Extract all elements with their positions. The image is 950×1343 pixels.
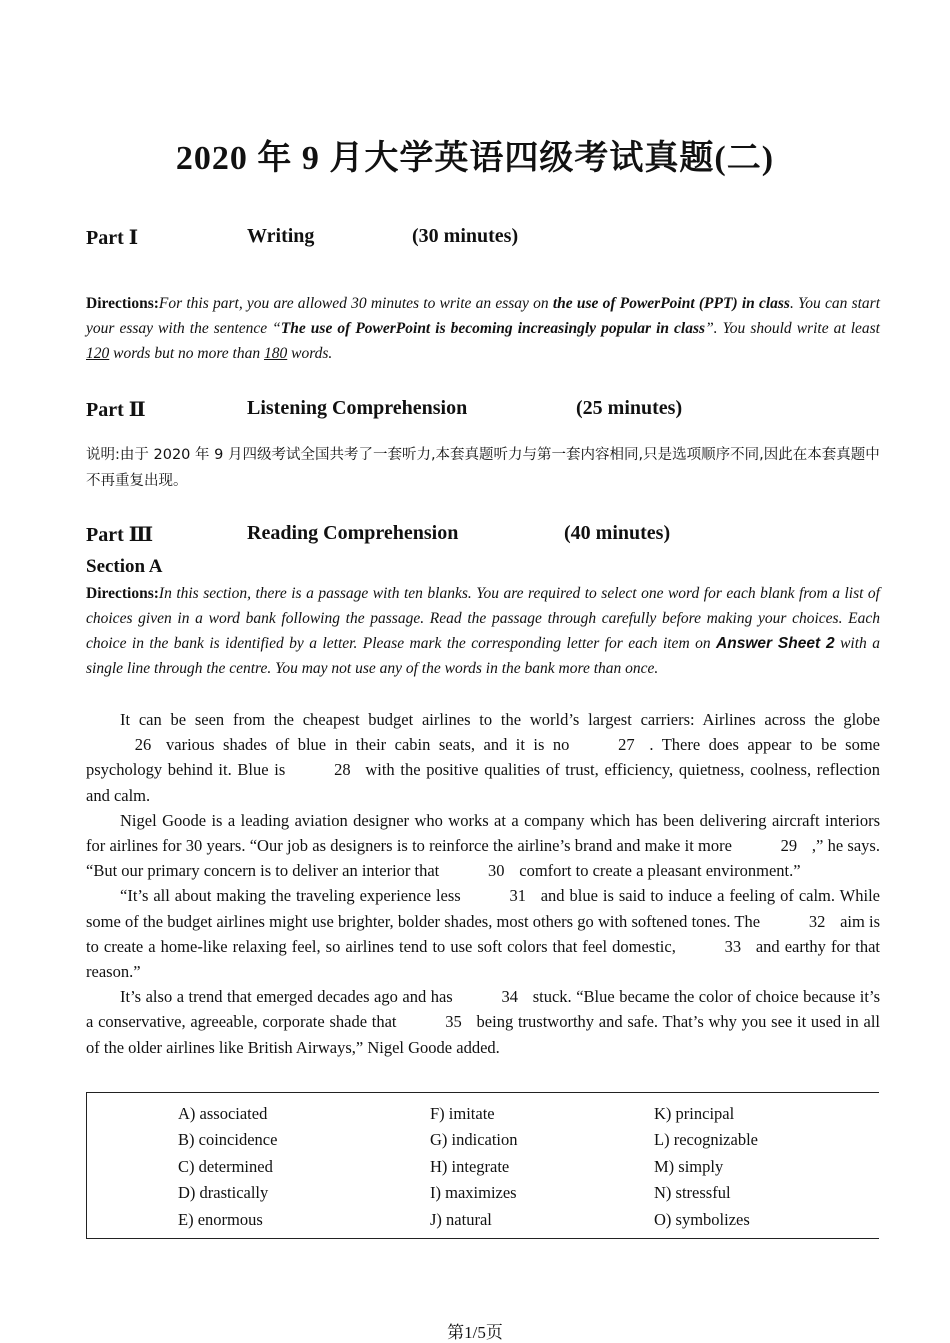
page-title: 2020 年 9 月大学英语四级考试真题(二) [175,140,775,177]
blank-30: 30 [488,861,505,881]
part-1-name: Writing [247,225,315,247]
passage-text: and blue is said to induce a feeling of calm. While some of the budget airlines might use brighter, bolder shades, most others go with softened tones. The [86,886,880,931]
part-3-name: Reading Comprehension [247,522,459,544]
passage-text: It’s also a trend that emerged decades ago and has [120,987,453,1007]
directions-text: In this section, there is a passage with ten blanks. You are required to select one word for each blank from a list of choices given in a word bank following the passage. Read the passage through carefully before making your choices. Each choice in the bank is identified by a letter. Please mark the corresponding letter for each item on [86,585,880,652]
passage-paragraph-3 [86,883,880,984]
blank-34: 34 [501,987,518,1007]
blank-35: 35 [445,1012,462,1032]
directions-text: words but no more than [109,345,264,362]
word-option: O) symbolizes [654,1209,750,1229]
part-1-number: Part Ⅰ [86,227,139,249]
passage-text: with the positive qualities of trust, efficiency, quietness, coolness, reflection and calm. [86,760,880,805]
passage-paragraph-1 [86,707,880,808]
word-option: I) maximizes [430,1183,517,1203]
part-3-number: Part Ⅲ [86,524,154,546]
word-option: M) simply [654,1156,724,1176]
blank-31: 31 [509,886,526,906]
passage-text: various shades of blue in their cabin seats, and it is no [166,735,570,755]
passage-text: being trustworthy and safe. That’s why you see it used in all of the older airlines like British Airways,” Nigel Goode added. [86,1012,880,1057]
word-bank [86,1092,879,1239]
writing-directions [86,291,880,366]
part-3-time: (40 minutes) [564,522,671,544]
directions-text: words. [287,345,333,362]
blank-29: 29 [780,836,798,856]
section-a-directions [86,581,880,681]
word-bank-column-2 [430,1101,518,1233]
blank-26: 26 [134,735,152,755]
passage-text: “It’s all about making the traveling experience less [120,886,461,906]
listening-note: 说明:由于 2020 年 9 月四级考试全国共考了一套听力,本套真题听力与第一套内容相同,只是选项顺序不同,因此在本套真题中不再重复出现。 [86,447,880,489]
page-number: 第1/5页 [447,1323,503,1342]
directions-text: For this part, you are allowed 30 minutes to write an essay on [158,295,553,312]
word-option: N) stressful [654,1183,731,1203]
word-option: C) determined [178,1156,273,1176]
min-words: 120 [86,345,110,362]
opening-sentence: The use of PowerPoint is becoming increasingly popular in class [280,320,706,337]
passage-paragraph-2 [86,808,880,884]
part-1-time: (30 minutes) [412,225,519,247]
word-option: J) natural [430,1209,492,1229]
word-option: G) indication [430,1130,518,1150]
reading-passage [86,707,880,1060]
directions-text: ”. You should write at least [705,320,880,337]
passage-text: Nigel Goode is a leading aviation designer who works at a company which has been delivering aircraft interiors for airlines for 30 years. “Our job as designers is to reinforce the airline’s brand and make it more [86,810,880,856]
essay-topic: the use of PowerPoint (PPT) in class [552,295,790,312]
word-option: E) enormous [178,1209,263,1229]
passage-paragraph-4 [86,984,880,1060]
word-option: B) coincidence [178,1130,278,1150]
blank-28: 28 [334,760,351,780]
word-option: L) recognizable [654,1130,758,1150]
directions-label: Directions: [86,585,159,602]
directions-text: . You can start your essay with the sentence “ [86,295,880,337]
directions-text: with a single line through the centre. You may not use any of the words in the bank more than once. [86,635,880,677]
word-bank-column-1 [178,1101,277,1233]
word-option: H) integrate [430,1156,510,1176]
part-2-time: (25 minutes) [576,397,683,419]
blank-27: 27 [618,735,635,755]
word-option: A) associated [178,1104,268,1123]
part-2-name: Listening Comprehension [247,397,468,419]
passage-text: It can be seen from the cheapest budget airlines to the world’s largest carriers: Airlines across the globe [120,710,880,729]
passage-text: ,” he says. “But our primary concern is to deliver an interior that [86,836,880,881]
passage-text: stuck. “Blue became the color of choice because it’s a conservative, agreeable, corporate shade that [86,987,880,1032]
word-option: D) drastically [178,1183,269,1203]
part-2-number: Part Ⅱ [86,399,146,421]
passage-text: aim is to create a home-like relaxing feel, so airlines tend to use soft colors that feel domestic, [86,911,880,956]
blank-33: 33 [724,936,742,956]
word-bank-column-3 [654,1101,758,1233]
word-option: F) imitate [430,1104,495,1123]
passage-text: and earthy for that reason.” [86,936,881,982]
passage-text: comfort to create a pleasant environment.” [519,861,801,881]
max-words: 180 [263,345,288,362]
section-a-heading: Section A [86,556,163,577]
blank-32: 32 [808,911,826,931]
passage-text: . There does appear to be some psychology behind it. Blue is [86,735,881,780]
word-option: K) principal [654,1104,735,1123]
answer-sheet-label: Answer Sheet 2 [716,635,835,652]
directions-label: Directions: [86,295,159,312]
